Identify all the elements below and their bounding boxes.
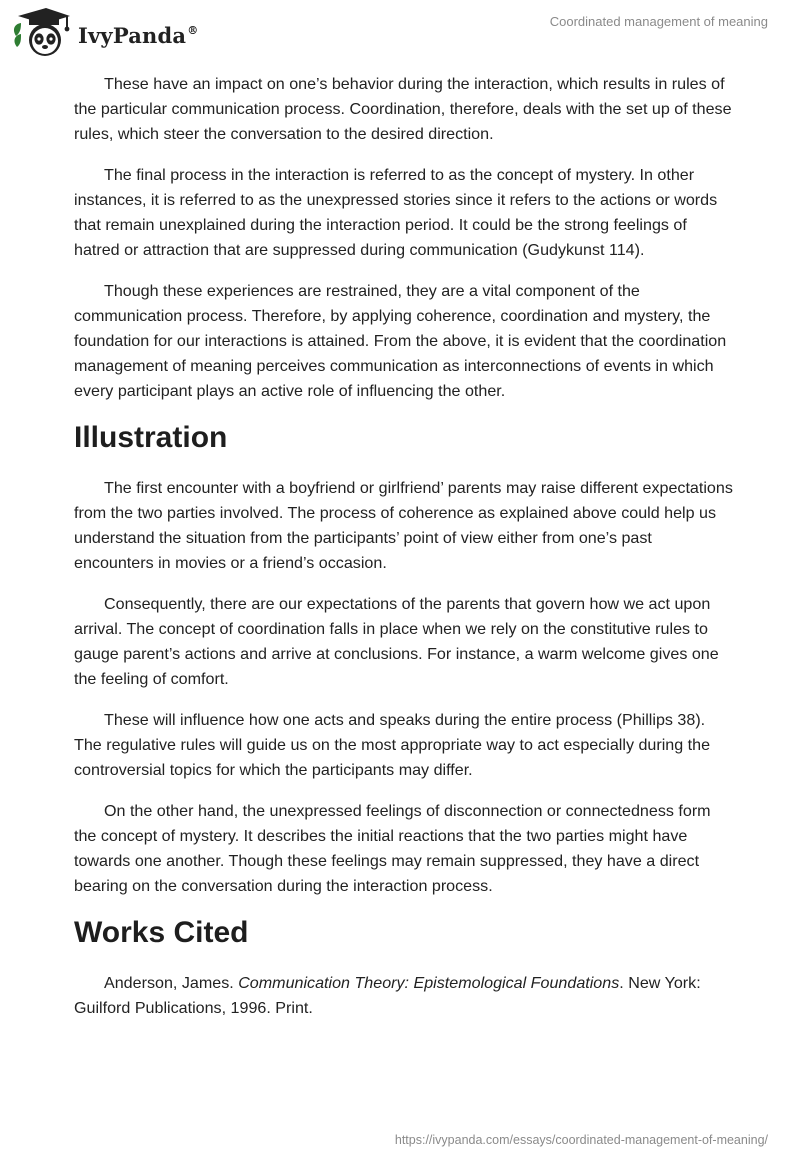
citation-title: Communication Theory: Epistemological Foundations <box>238 974 620 992</box>
paragraph: Though these experiences are restrained, they are a vital component of the communication process. Therefore, by applying coherence, coordination and mystery, the foundation for our interactions is attained. From the above, it is evident that the coordination management of meaning perceives communication as interconnections of events in which every participant plays an active role of influencing the other. <box>74 282 727 400</box>
paragraph: The final process in the interaction is referred to as the concept of mystery. In other instances, it is referred to as the unexpressed stories since it refers to the actions or words that remain unexplained during the interaction period. It could be the strong feelings of hatred or attraction that are suppressed during communication (Gudykunst 114). <box>74 166 718 259</box>
section-heading-works-cited: Works Cited <box>74 916 249 949</box>
paragraph: On the other hand, the unexpressed feelings of disconnection or connectedness form the concept of mystery. It describes the initial reactions that the two parties might have towards one another. Though these feelings may remain suppressed, they have a direct bearing on the conversation during the interaction process. <box>74 802 711 895</box>
source-url[interactable]: https://ivypanda.com/essays/coordinated-management-of-meaning/ <box>394 1133 768 1147</box>
panda-logo-icon <box>12 6 74 58</box>
citation-entry <box>74 971 734 1021</box>
ivypanda-logo[interactable] <box>12 6 198 58</box>
paragraph: Consequently, there are our expectations of the parents that govern how we act upon arrival. The concept of coordination falls in place when we rely on the constitutive rules to gauge parent’s actions and arrive at conclusions. For instance, a warm welcome gives one the feeling of comfort. <box>74 595 719 688</box>
citation-author: Anderson, James. <box>104 974 239 992</box>
paragraph: These will influence how one acts and speaks during the entire process (Phillips 38). The regulative rules will guide us on the most appropriate way to act especially during the controversial topics for which the participants may differ. <box>74 711 711 779</box>
page-header <box>0 0 800 64</box>
document-title: Coordinated management of meaning <box>549 14 768 29</box>
paragraph: These have an impact on one’s behavior during the interaction, which results in rules of the particular communication process. Coordination, therefore, deals with the set up of these rules, which steer the conversation to the desired direction. <box>74 75 732 143</box>
essay-content <box>74 72 734 1037</box>
registered-mark: ® <box>187 23 199 37</box>
citation-publication: . New York: Guilford Publications, 1996. Print. <box>74 974 701 1017</box>
brand-name: IvyPanda® <box>78 22 199 48</box>
section-heading-illustration: Illustration <box>74 421 228 454</box>
paragraph: The first encounter with a boyfriend or girlfriend’ parents may raise different expectations from the two parties involved. The process of coherence as explained above could help us understand the situation from the participants’ point of view either from one’s past encounters in movies or a friend’s occasion. <box>74 479 733 572</box>
